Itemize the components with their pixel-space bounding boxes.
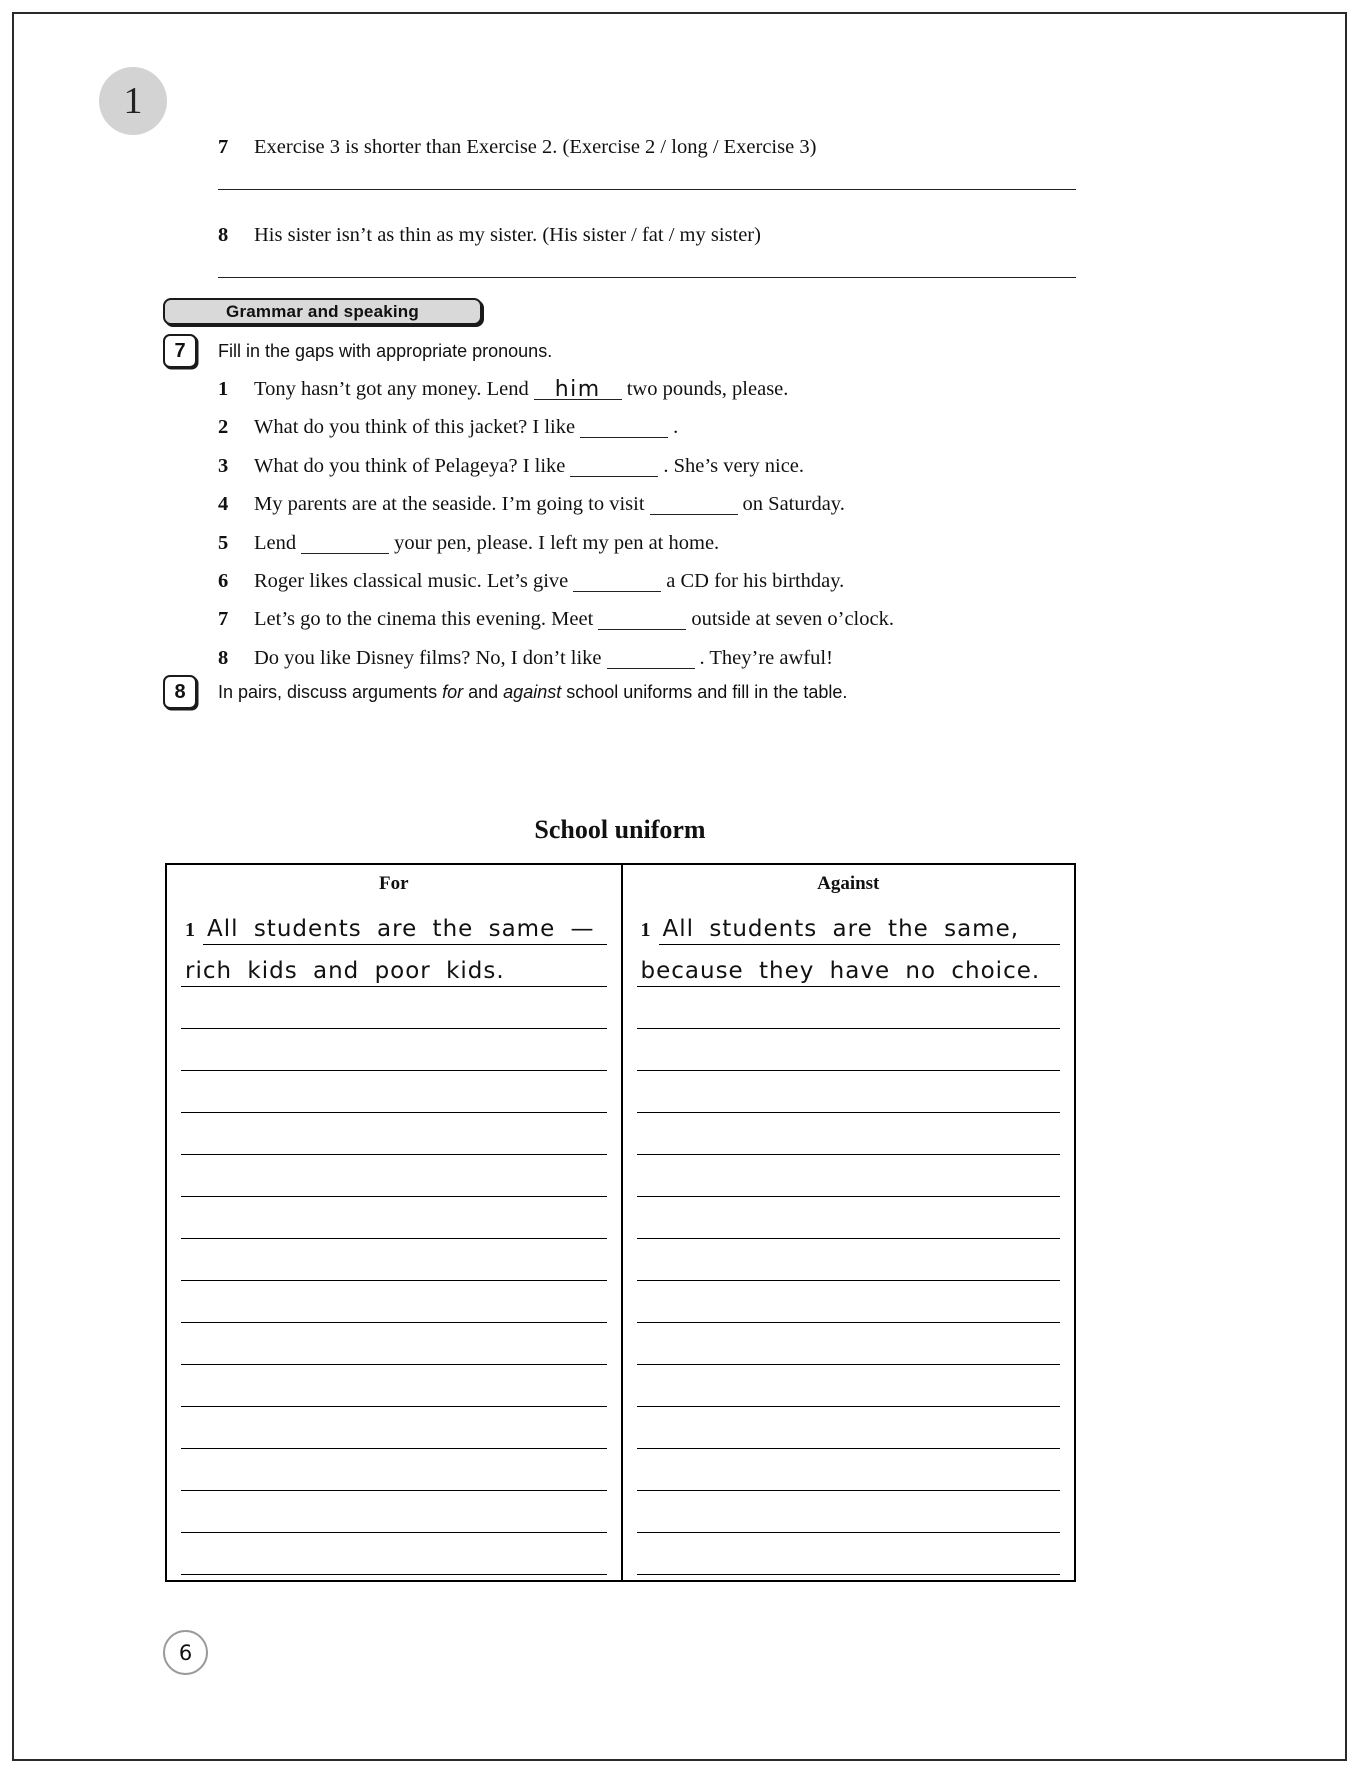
section-header xyxy=(163,298,482,325)
fill-in-blank xyxy=(650,495,738,515)
item-number: 7 xyxy=(218,608,229,631)
blank-writing-line xyxy=(181,1239,607,1281)
text-before-blank: Lend xyxy=(254,531,297,554)
answer-line xyxy=(218,277,1076,278)
blank-writing-line xyxy=(637,1491,1061,1533)
exercise-instruction: Fill in the gaps with appropriate pronouns. xyxy=(218,340,553,361)
gapfill-item xyxy=(218,493,1088,516)
fill-in-blank xyxy=(570,457,658,477)
instruction-italic-against: against xyxy=(503,681,562,702)
item-number: 6 xyxy=(218,569,229,592)
text-after-blank: two pounds, please. xyxy=(626,378,789,400)
exercise-item-7 xyxy=(218,136,1076,159)
item-number: 1 xyxy=(218,378,229,400)
item-number: 8 xyxy=(218,224,229,246)
entry-line-1 xyxy=(637,903,1061,945)
handwritten-text: All students are the same — xyxy=(207,916,595,942)
writing-line xyxy=(181,956,607,987)
blank-lines-against xyxy=(637,987,1061,1575)
fill-in-blank xyxy=(580,418,668,438)
item-number: 2 xyxy=(218,416,229,439)
text-after-blank: . xyxy=(673,416,679,439)
blank-writing-line xyxy=(181,987,607,1029)
blank-writing-line xyxy=(637,1113,1061,1155)
gapfill-item xyxy=(218,608,1088,631)
blank-writing-line xyxy=(181,1155,607,1197)
unit-number: 1 xyxy=(123,80,143,122)
handwritten-answer: him xyxy=(554,377,601,402)
blank-writing-line xyxy=(181,1029,607,1071)
school-uniform-table xyxy=(165,863,1076,1582)
instruction-italic-for: for xyxy=(442,681,464,702)
entry-line-2 xyxy=(181,945,607,987)
blank-writing-line xyxy=(181,1491,607,1533)
handwritten-text: All students are the same, xyxy=(662,916,1020,942)
item-text xyxy=(254,455,804,478)
comparatives-exercise xyxy=(218,136,1076,278)
text-before-blank: Do you like Disney films? No, I don’t like xyxy=(254,646,602,669)
item-text xyxy=(254,570,844,593)
blank-writing-line xyxy=(181,1113,607,1155)
fill-in-blank xyxy=(534,377,622,402)
text-after-blank: . They’re awful! xyxy=(699,646,833,669)
text-before-blank: My parents are at the seaside. I’m going to visit xyxy=(254,493,645,516)
item-number: 7 xyxy=(218,136,229,158)
item-sentence: Exercise 3 is shorter than Exercise 2. (Exercise 2 / long / Exercise 3) xyxy=(254,136,817,158)
exercise-number-box xyxy=(163,334,197,368)
for-column-header: For xyxy=(378,873,409,894)
text-before-blank: Roger likes classical music. Let’s give xyxy=(254,569,569,592)
blank-writing-line xyxy=(181,1197,607,1239)
item-text xyxy=(254,608,894,631)
gapfill-item xyxy=(218,647,1088,670)
exercise-7-header xyxy=(163,334,1075,368)
text-after-blank: a CD for his birthday. xyxy=(666,569,845,592)
fill-in-blank xyxy=(573,572,661,592)
blank-writing-line xyxy=(181,1281,607,1323)
handwritten-text: rich kids and poor kids. xyxy=(185,958,505,984)
item-text xyxy=(254,493,845,516)
item-text xyxy=(254,416,678,439)
blank-writing-line xyxy=(637,987,1061,1029)
exercise-instruction xyxy=(218,682,847,703)
blank-writing-line xyxy=(181,1071,607,1113)
instruction-text: and xyxy=(463,681,504,702)
handwritten-text: because they have no choice. xyxy=(640,958,1041,984)
exercise-8-header xyxy=(163,675,1075,709)
item-number: 8 xyxy=(218,646,229,669)
blank-writing-line xyxy=(181,1533,607,1575)
blank-writing-line xyxy=(637,1533,1061,1575)
pronoun-gapfill-list xyxy=(218,378,1088,670)
item-number: 4 xyxy=(218,493,229,516)
blank-writing-line xyxy=(637,1239,1061,1281)
item-sentence: His sister isn’t as thin as my sister. (His sister / fat / my sister) xyxy=(254,224,761,246)
text-before-blank: Let’s go to the cinema this evening. Meet xyxy=(254,608,594,631)
item-number: 3 xyxy=(218,454,229,477)
blank-writing-line xyxy=(637,1449,1061,1491)
against-column-header: Against xyxy=(817,873,880,894)
item-text xyxy=(254,378,788,401)
writing-line xyxy=(203,914,607,945)
item-text xyxy=(254,647,833,670)
writing-line xyxy=(637,956,1061,987)
blank-writing-line xyxy=(637,1281,1061,1323)
instruction-text: In pairs, discuss arguments xyxy=(218,681,443,702)
exercise-number: 7 xyxy=(174,339,186,362)
gapfill-item xyxy=(218,416,1088,439)
exercise-item-8 xyxy=(218,224,1076,247)
blank-writing-line xyxy=(181,1365,607,1407)
exercise-number: 8 xyxy=(174,680,186,703)
blank-writing-line xyxy=(637,1155,1061,1197)
text-before-blank: Tony hasn’t got any money. Lend xyxy=(254,378,529,400)
item-text xyxy=(254,532,719,555)
entry-line-2 xyxy=(637,945,1061,987)
blank-writing-line xyxy=(637,1407,1061,1449)
text-after-blank: your pen, please. I left my pen at home. xyxy=(394,531,720,554)
blank-writing-line xyxy=(637,1029,1061,1071)
blank-writing-line xyxy=(637,1197,1061,1239)
unit-number-badge xyxy=(99,67,167,135)
text-before-blank: What do you think of Pelageya? I like xyxy=(254,454,566,477)
gapfill-item xyxy=(218,455,1088,478)
fill-in-blank xyxy=(301,534,389,554)
entry-number: 1 xyxy=(640,919,651,941)
exercise-number-box xyxy=(163,675,197,709)
gapfill-item xyxy=(218,378,1088,401)
text-after-blank: outside at seven o’clock. xyxy=(691,608,894,631)
text-after-blank: . She’s very nice. xyxy=(663,454,805,477)
gapfill-item xyxy=(218,532,1088,555)
section-header-label: Grammar and speaking xyxy=(226,301,419,321)
for-column xyxy=(167,865,621,1580)
fill-in-blank xyxy=(598,610,686,630)
blank-writing-line xyxy=(181,1407,607,1449)
text-before-blank: What do you think of this jacket? I like xyxy=(254,416,576,439)
blank-lines-for xyxy=(181,987,607,1575)
text-after-blank: on Saturday. xyxy=(742,493,845,516)
item-number: 5 xyxy=(218,531,229,554)
blank-writing-line xyxy=(637,1071,1061,1113)
blank-writing-line xyxy=(637,1365,1061,1407)
blank-writing-line xyxy=(181,1323,607,1365)
table-title: School uniform xyxy=(534,815,706,844)
entry-number: 1 xyxy=(185,919,195,941)
writing-line xyxy=(659,914,1061,945)
blank-writing-line xyxy=(181,1449,607,1491)
page-number-badge xyxy=(163,1630,208,1675)
gapfill-item xyxy=(218,570,1088,593)
instruction-text: school uniforms and fill in the table. xyxy=(561,681,848,702)
spacer xyxy=(218,190,1076,224)
page-number: 6 xyxy=(178,1640,193,1665)
against-column xyxy=(621,865,1075,1580)
blank-writing-line xyxy=(637,1323,1061,1365)
fill-in-blank xyxy=(607,649,695,669)
entry-line-1 xyxy=(181,903,607,945)
